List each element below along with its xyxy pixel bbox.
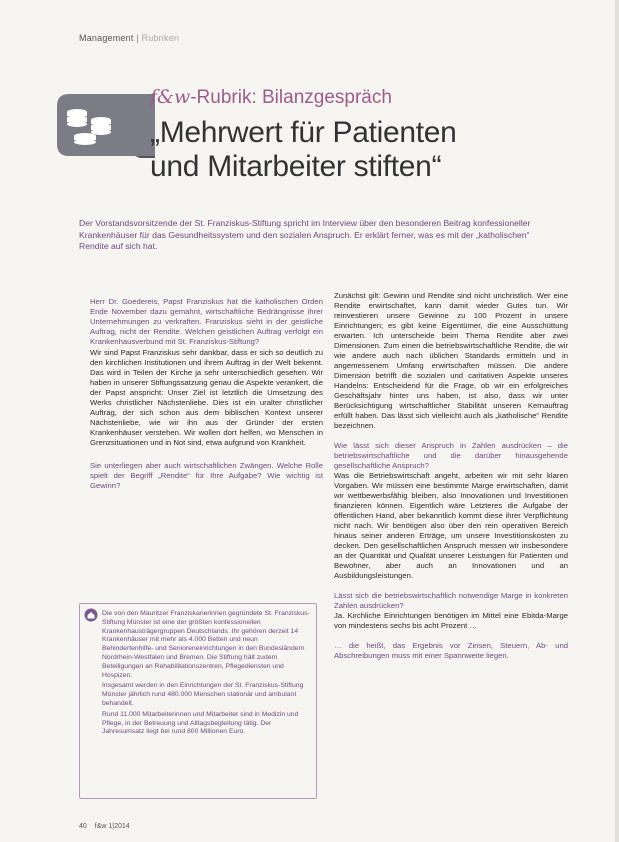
footer: [79, 823, 130, 830]
question-5: … die heißt, das Ergebnis vor Zinsen, Steuern, Ab- und Abschreibungen muss mit einer Spannweite liegen.: [334, 641, 568, 660]
section-sub: Rubriken: [141, 33, 180, 43]
question-4: Lässt sich die betriebswirtschaftlich notwendige Marge in konkreten Zahlen ausdrücken?: [334, 591, 568, 610]
rubric-title: [150, 86, 392, 109]
scan-edge: [615, 0, 619, 842]
left-column: [90, 297, 323, 491]
answer-1: Wir sind Papst Franziskus sehr dankbar, dass er sich so deutlich zu den kirchlichen Institutionen und ihrem Auftrag in der Welt bekennt. Das wird in Teilen der Kirche ja sehr unterschiedlich gesehen. Wir haben in unserer Stiftungssatzung genau die Aspekte verankert, die der Papst anspricht: Unser Ziel ist letztlich die Umsetzung des Werks christlicher Nächstenliebe. Dies ist ein uralter christlicher Auftrag, der sich schon aus dem biblischen Kontext unserer Nächstenliebe, wie wir ihn aus der Gründer der ersten Krankenhäuser verstehen. Wir wollen dort helfen, wo Menschen in Grenzsituationen und in Not sind, etwa aufgrund von Krankheit.: [90, 348, 323, 447]
lead-paragraph: Der Vorstandsvorsitzende der St. Franziskus-Stiftung spricht im Interview über den besonderen Beitrag konfessioneller Krankenhäuser für das Gesundheitssystem und den sozialen Anspruch. Er erklärt ferner, was es mit der „katholischen“ Rendite auf sich hat.: [79, 218, 531, 251]
section-main: Management: [79, 33, 134, 43]
question-2: Sie unterliegen aber auch wirtschaftlichen Zwängen. Welche Rolle spielt der Begriff „Rendite“ für Ihre Aufgabe? Wie wichtig ist Gewinn?: [90, 461, 323, 490]
headline-line-1: „Mehrwert für Patienten: [150, 116, 457, 149]
info-box-para-1: Die von den Mauritzer Franziskanerinnen gegründete St. Franziskus-Stiftung Münster ist eine der größten konfessionellen Krankenhausträgergruppen Deutschlands. Ihr gehören derzeit 14 Krankenhäuser mit mehr als 4.000 Betten und neun Behindertenhilfe- und Senioreneinrichtungen in den Bundesländern Nordrhein-Westfalen und Bremen. Die Stiftung hält zudem Beteiligungen an Rehabilitationszentren, Pflegediensten und Hospizen.: [102, 610, 310, 679]
info-box-para-3: Rund 11.000 Mitarbeiterinnen und Mitarbeiter sind in Medizin und Pflege, in der Betreuung und Alltagsbegleitung tätig. Der Jahresumsatz liegt bei rund 800 Millionen Euro.: [102, 710, 299, 736]
page-number: 40: [79, 823, 87, 830]
info-box: [79, 603, 317, 799]
section-separator: |: [136, 33, 139, 43]
answer-2: Zunächst gilt: Gewinn und Rendite sind nicht unchristlich. Wer eine Rendite erwirtschaftet, kann damit wieder Gutes tun. Wir reinvestieren unsere Gewinne zu 100 Prozent in unsere Einrichtungen; es gibt keine Eigentümer, die eine Ausschüttung erwarten. Ich unterscheide beim Thema Rendite aber zwei Dimensionen. Zum einen die betriebswirtschaftliche Rendite, die wir wie andere auch nach üblichen Standards ermitteln und in angemessenem Umfang erwirtschaften müssen. Die andere Dimension betrifft die sozialen und caritativen Aspekte unseres Handelns: Entscheidend für die Frage, ob wir ein erfolgreiches Geschäftsjahr hinter uns haben, ist also, dass wir unter Berücksichtigung wirtschaftlicher Stabilität unseren Kernauftrag erfüllt haben. Das lässt sich vielleicht auch als „katholische“ Rendite bezeichnen.: [334, 291, 568, 430]
magazine-issue: f&w 1|2014: [94, 823, 130, 830]
house-icon: [84, 608, 98, 622]
question-1: Herr Dr. Goedereis, Papst Franziskus hat die katholischen Orden Ende November dazu gemahnt, wirtschaftliche Bedrängnisse ihrer Unternehmungen zu verkraften. Franziskus sieht in der geistliche Auftrag, nicht der Rendite. Welchen geistlichen Auftrag verfolgt ein Krankenhausverbund mit St. Franziskus-Stiftung?: [90, 297, 323, 346]
section-label: [79, 33, 179, 43]
headline-line-2: und Mitarbeiter stiften“: [150, 150, 442, 183]
answer-3: Was die Betriebswirtschaft angeht, arbeiten wir mit sehr klaren Vorgaben. Wir müssen eine bestimmte Marge erwirtschaften, damit wir wettbewerbsfähig bleiben, also Innovationen und Investitionen finanzieren können. Eigentlich wäre Letzteres die Aufgabe der öffentlichen Hand, aber bekanntlich kommt diese ihrer Verpflichtung nicht nach. Wir benötigen also über den rein operativen Bereich hinaus seiner anderen Erträge, um unsere Investitionskosten zu decken. Den gesellschaftlichen Anspruch messen wir insbesondere an der Quantität und Qualität unserer Leistungen für Patienten und Bewohner, aber auch an Innovationen und an Ausbildungsleistungen.: [334, 471, 568, 580]
headline: [150, 116, 457, 184]
rubric-ribbon: [55, 92, 155, 158]
rubric-brand: f&w: [150, 86, 191, 108]
info-box-para-2: Insgesamt werden in den Einrichtungen der St. Franziskus-Stiftung Münster jährlich rund 480.000 Menschen stationär und ambulant behandelt.: [102, 682, 304, 707]
question-3: Wie lässt sich dieser Anspruch in Zahlen ausdrücken – die betriebswirtschaftliche und die darüber hinausgehende gesellschaftliche Anspruch?: [334, 441, 568, 470]
rubric-text: -Rubrik: Bilanzgespräch: [190, 87, 392, 108]
right-column: [334, 291, 568, 661]
answer-4: Ja. Kirchliche Einrichtungen benötigen im Mittel eine Ebitda-Marge von mindestens sechs bis acht Prozent …: [334, 611, 568, 630]
